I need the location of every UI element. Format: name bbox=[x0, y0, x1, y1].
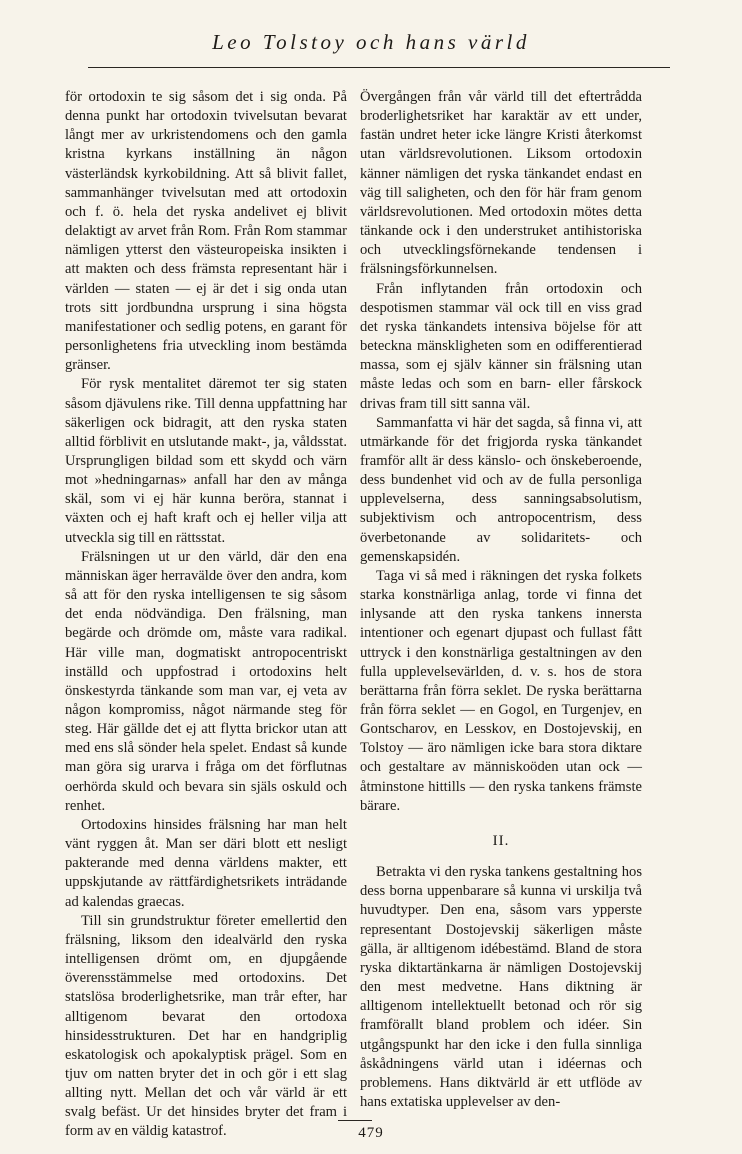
section-heading: II. bbox=[492, 832, 510, 849]
paragraph: Sammanfatta vi här det sagda, så finna vi, att utmärkande för det frigjorda ryska tänkandet framför allt är dess känslo- och önskeberoende, dess bundenhet vid och av de fulla personliga upplevelserna, dess sanningsabsolutism, subjektivism och antropocentrism, dess överbetonande av solidaritets- och gemenskapsidén. bbox=[360, 414, 642, 565]
paragraph: För rysk mentalitet däremot ter sig staten såsom djävulens rike. Till denna uppfattning har säkerligen ock bidragit, att den ryska staten alltid förblivit en utslutande makt-, ja, våldsstat. Ursprungligen bildad som ett skydd och värn mot »hedningarnas» anfall har den av många skäl, som vi ej här kunna beröra, stannat i växten och ej haft kraft och ej heller vilja att utveckla sig till en rättsstat. bbox=[65, 376, 347, 546]
paragraph: Från inflytanden från ortodoxin och despotismen stammar väl ock till en viss grad det ryska tänkandets intensiva böjelse för att beteckna mänskligheten som en odifferentierad massa, som ej själv känner sin frälsning utan måste ledas och som en barn- eller fårskock drivas fram till sitt sanna väl. bbox=[360, 280, 642, 412]
footer-rule bbox=[338, 1120, 372, 1121]
left-column bbox=[65, 88, 347, 1142]
paragraph: Frälsningen ut ur den värld, där den ena människan äger herravälde över den andra, kom så att för den ryska intelligensen te sig såsom det enda nödvändiga. Den frälsning, man begärde och drömde om, måste vara radikal. Här ville man, dogmatiskt antropocentriskt inställd och uppfostrad i ortodoxins helt önskestyrda tänkande som man var, ej veta av någon kompromiss, något närmande steg för steg. Här gällde det ej att flytta brickor utan att med ens slå sönder hela spelet. Endast så kunde man göra sig urarva i fråga om det förflutnas oerhörda skuld och bevara sin själs oskuld och renhet. bbox=[65, 548, 347, 814]
paragraph: Betrakta vi den ryska tankens gestaltning hos dess borna uppenbarare så kunna vi urskilja två huvudtyper. Den ena, såsom vars ypperste representant Dostojevskij säkerligen måste gälla, är alltigenom idébestämd. Bland de stora ryska diktartänkarna är nämligen Dostojevskij den mest medvetne. Hans diktning är alltigenom intellektuellt betonad och rör sig framförallt bland problem och idéer. Sin utgångspunkt har den icke i den fulla sinnliga åskådningens värld utan i idéernas och problemens. Hans diktvärld är ett utflöde av hans extatiska upplevelser av den- bbox=[360, 864, 642, 1110]
paragraph: Ortodoxins hinsides frälsning har man helt vänt ryggen åt. Man ser däri blott ett nesligt pakterande med denna världens makter, ett uppskjutande av rättfärdighetsrikets inträdande ad kalendas graecas. bbox=[65, 816, 347, 910]
running-title: Leo Tolstoy och hans värld bbox=[212, 30, 530, 54]
page-number: 479 bbox=[358, 1125, 384, 1141]
right-column bbox=[360, 88, 642, 1112]
paragraph: Taga vi så med i räkningen det ryska folkets starka konstnärliga anlag, torde vi finna det inlysande att den ryska tankens innersta intentioner och egenart djupast och fullast fått uttryck i den konstnärliga gestaltningen av den fulla upplevelsevärlden, d. v. s. hos de stora berättarna från förra seklet. De ryska berättarna från förra seklet — en Gogol, en Turgenjev, en Gontscharov, en Lesskov, en Dostojevskij, en Tolstoy — äro nämligen icke bara stora diktare och gestaltare av människoöden utan ock — åtminstone hittills — den ryska tankens främste bärare. bbox=[360, 567, 642, 814]
paragraph: Övergången från vår värld till det eftertrådda broderlighetsriket har karaktär av ett under, fastän undret heter icke längre Kristi återkomst utan världsrevolutionen. Liksom ortodoxin känner nämligen det ryska tänkandet endast en väg till saligheten, och den för här fram genom världsrevolutionen. Med ortodoxin mötes detta tänkande ock i den understruket antihistoriska och utvecklingsförnekande tendensen i frälsningsförkunnelsen. bbox=[360, 89, 642, 278]
paragraph: Till sin grundstruktur företer emellertid den frälsning, liksom den idealvärld den ryska intelligensen drömt om, en djupgående överensstämmelse med ortodoxins. Det statslösa broderlighetsrike, man trår efter, har alltigenom bevarat den ortodoxa hinsidesstrukturen. Det har en handgriplig eskatologisk och apokalyptisk prägel. Som en tjuv om natten bryter det in och gör i ett slag allting nytt. Mellan det och vår värld är ett svalg befäst. Ur det hinsides bryter det fram i form av en väldig katastrof. bbox=[65, 912, 347, 1140]
paragraph: för ortodoxin te sig såsom det i sig onda. På denna punkt har ortodoxin tvivelsutan bevarat långt mer av urkristendomens och den gamla kristna kyrkans inställning än någon västerländsk kyrkobildning. Att så blivit fallet, sammanhänger tvivelsutan med att ortodoxin och f. ö. hela det ryska andelivet ej blivit delaktigt av arvet från Rom. Från Rom stammar nämligen ytterst den västeuropeiska insikten i att makten och dess främsta representant här i världen — staten — ej är det i sig onda utan trots sitt jordbundna ursprung i sina högsta manifestationer och sedlig potens, en garant för personlighetens fria utveckling inom bestämda gränser. bbox=[65, 89, 347, 374]
header-rule bbox=[88, 67, 670, 68]
